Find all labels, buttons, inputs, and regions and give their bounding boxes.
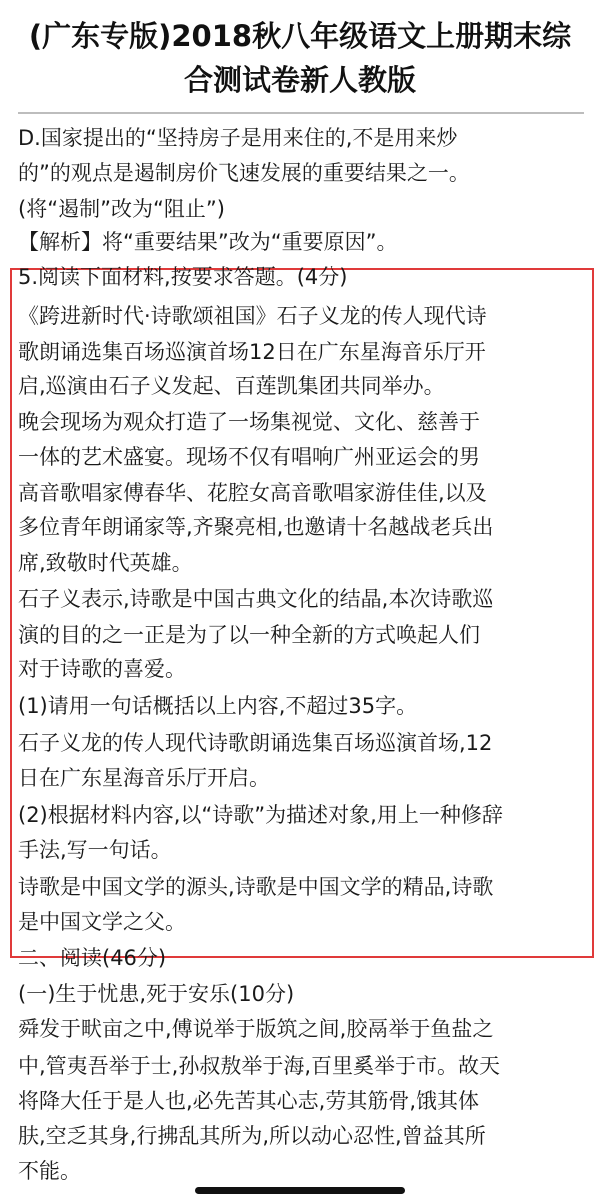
text-line: 启,巡演由石子义发起、百莲凯集团共同举办。 xyxy=(18,374,445,398)
text-line: 不能。 xyxy=(18,1159,81,1183)
text-line: (1)请用一句话概括以上内容,不超过35字。 xyxy=(18,694,418,718)
home-indicator[interactable] xyxy=(195,1187,405,1194)
text-line: 【解析】将“重要结果”改为“重要原因”。 xyxy=(18,230,398,254)
document-title xyxy=(0,14,600,102)
text-line: 手法,写一句话。 xyxy=(18,838,172,862)
text-line: 将降大任于是人也,必先苦其心志,劳其筋骨,饿其体 xyxy=(18,1089,480,1113)
text-line: 二、阅读(46分) xyxy=(18,946,167,970)
title-divider xyxy=(18,112,584,114)
text-line: 演的目的之一正是为了以一种全新的方式唤起人们 xyxy=(18,623,480,647)
text-line: (2)根据材料内容,以“诗歌”为描述对象,用上一种修辞 xyxy=(18,803,503,827)
text-line: 舜发于畎亩之中,傅说举于版筑之间,胶鬲举于鱼盐之 xyxy=(18,1017,494,1041)
text-line: D.国家提出的“坚持房子是用来住的,不是用来炒 xyxy=(18,126,458,150)
text-line: 对于诗歌的喜爱。 xyxy=(18,657,186,681)
text-line: 晚会现场为观众打造了一场集视觉、文化、慈善于 xyxy=(18,410,480,434)
title-line-1: (广东专版)2018秋八年级语文上册期末综 xyxy=(28,19,572,53)
text-line: 是中国文学之父。 xyxy=(18,910,186,934)
text-line: 歌朗诵选集百场巡演首场12日在广东星海音乐厅开 xyxy=(18,340,486,364)
text-line: 高音歌唱家傅春华、花腔女高音歌唱家游佳佳,以及 xyxy=(18,481,487,505)
text-line: 5.阅读下面材料,按要求答题。(4分) xyxy=(18,265,348,289)
text-line: (一)生于忧患,死于安乐(10分) xyxy=(18,982,295,1006)
text-line: 一体的艺术盛宴。现场不仅有唱响广州亚运会的男 xyxy=(18,445,480,469)
text-line: 石子义表示,诗歌是中国古典文化的结晶,本次诗歌巡 xyxy=(18,587,494,611)
title-line-2: 合测试卷新人教版 xyxy=(183,63,416,97)
text-line: 中,管夷吾举于士,孙叔敖举于海,百里奚举于市。故天 xyxy=(18,1054,501,1078)
text-line: 席,致敬时代英雄。 xyxy=(18,551,193,575)
text-line: 的”的观点是遏制房价飞速发展的重要结果之一。 xyxy=(18,161,470,185)
text-line: 诗歌是中国文学的源头,诗歌是中国文学的精品,诗歌 xyxy=(18,875,494,899)
text-line: 肤,空乏其身,行拂乱其所为,所以动心忍性,曾益其所 xyxy=(18,1124,486,1148)
text-line: (将“遏制”改为“阻止”) xyxy=(18,197,225,221)
text-line: 多位青年朗诵家等,齐聚亮相,也邀请十名越战老兵出 xyxy=(18,515,494,539)
text-line: 日在广东星海音乐厅开启。 xyxy=(18,766,270,790)
text-line: 《跨进新时代·诗歌颂祖国》石子义龙的传人现代诗 xyxy=(18,304,487,328)
text-line: 石子义龙的传人现代诗歌朗诵选集百场巡演首场,12 xyxy=(18,731,493,755)
